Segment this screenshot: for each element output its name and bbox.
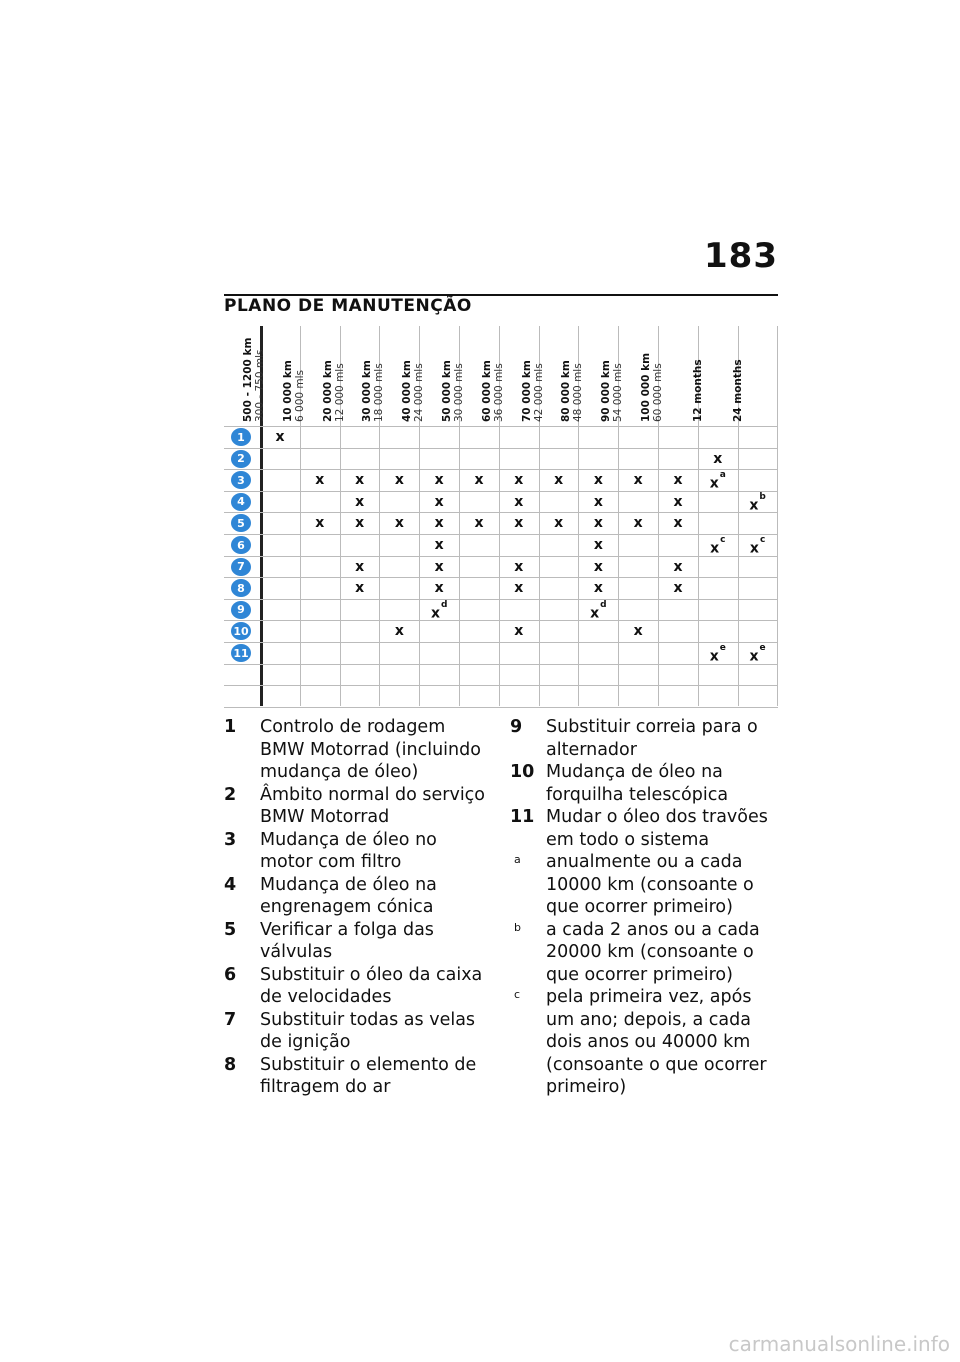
column-mls: 30 000 mls — [453, 363, 465, 422]
column-mls: 60 000 mls — [652, 363, 664, 422]
mark-x: x — [434, 558, 444, 575]
legend-text: Mudança de óleo no motor com filtro — [260, 829, 437, 872]
maintenance-mark — [419, 559, 459, 575]
mark-x: x — [590, 605, 600, 622]
maintenance-mark — [738, 537, 778, 557]
legend-text: a cada 2 anos ou a cada 20000 km (consoante o que ocorrer primeiro) — [546, 919, 760, 985]
legend-text: Mudar o óleo dos travões em todo o sistema — [546, 807, 768, 850]
legend-text: Mudança de óleo na engrenagem cónica — [260, 874, 437, 917]
mark-x: x — [554, 472, 564, 489]
mark-x: x — [394, 515, 404, 532]
section-title: PLANO DE MANUTENÇÃO — [224, 296, 472, 316]
maintenance-mark — [658, 580, 698, 596]
mark-x: x — [749, 497, 759, 514]
maintenance-mark — [419, 494, 459, 510]
mark-footnote: c — [720, 535, 726, 545]
legend-number: 6 — [224, 964, 237, 985]
legend-text: anualmente ou a cada 10000 km (consoante o que ocorrer primeiro) — [546, 852, 754, 917]
mark-x: x — [514, 493, 524, 510]
maintenance-mark — [379, 515, 419, 531]
legend-number: 10 — [510, 762, 535, 782]
column-header-label — [692, 322, 704, 424]
maintenance-mark — [459, 515, 499, 531]
legend-number: 3 — [224, 829, 237, 850]
maintenance-mark — [340, 580, 380, 596]
maintenance-mark — [618, 515, 658, 531]
legend-item — [510, 716, 780, 761]
maintenance-mark — [698, 537, 738, 557]
maintenance-mark — [340, 559, 380, 575]
grid-hline — [224, 426, 778, 427]
column-km: 70 000 km — [520, 360, 533, 422]
maintenance-mark — [698, 645, 738, 665]
column-header-label — [401, 322, 425, 424]
maintenance-mark — [340, 472, 380, 488]
maintenance-mark — [459, 472, 499, 488]
maintenance-mark — [499, 515, 539, 531]
row-number-badge: 4 — [231, 493, 251, 511]
maintenance-mark — [419, 537, 459, 553]
legend-number: c — [514, 988, 521, 1001]
legend-number: 2 — [224, 784, 237, 805]
mark-x: x — [709, 648, 719, 665]
legend-number: 4 — [224, 874, 237, 895]
legend-text: Mudança de óleo na forquilha telescópica — [546, 762, 729, 805]
legend-number: b — [514, 920, 521, 934]
column-header-label — [322, 322, 346, 424]
column-mls: 12 000 mls — [333, 363, 346, 422]
mark-x: x — [474, 472, 484, 489]
column-km: 90 000 km — [600, 360, 613, 422]
column-mls: 6 000 mls — [293, 369, 306, 422]
mark-footnote: a — [719, 470, 726, 481]
legend-item — [224, 1054, 488, 1099]
column-mls: 54 000 mls — [612, 363, 625, 422]
mark-x: x — [394, 623, 404, 640]
grid-hline — [224, 448, 778, 449]
column-header-label — [361, 322, 385, 424]
mark-footnote: b — [759, 491, 766, 502]
mark-x: x — [593, 558, 603, 575]
legend-text: Substituir o elemento de filtragem do ar — [260, 1054, 477, 1097]
mark-x: x — [673, 472, 683, 489]
maintenance-mark — [698, 472, 738, 492]
mark-x: x — [315, 515, 325, 532]
mark-x: x — [514, 580, 524, 597]
mark-x: x — [673, 580, 683, 597]
legend-item — [510, 851, 780, 919]
mark-x: x — [474, 515, 484, 532]
column-mls: 300 - 750 mls — [254, 349, 266, 422]
mark-footnote: c — [759, 535, 766, 545]
legend-item — [224, 829, 488, 874]
maintenance-mark — [419, 599, 459, 622]
column-header-label — [640, 322, 664, 424]
mark-x: x — [673, 515, 683, 532]
maintenance-mark — [419, 515, 459, 531]
mark-x: x — [514, 515, 524, 532]
maintenance-mark — [300, 515, 340, 531]
maintenance-mark — [379, 472, 419, 488]
maintenance-mark — [499, 494, 539, 510]
mark-x: x — [434, 515, 444, 532]
maintenance-mark — [379, 623, 419, 639]
row-number-badge: 1 — [231, 428, 251, 446]
mark-x: x — [554, 515, 564, 532]
mark-x: x — [275, 429, 285, 445]
column-header-label — [242, 322, 266, 424]
column-header-label — [282, 322, 306, 424]
maintenance-mark — [419, 580, 459, 596]
column-header-label — [521, 322, 545, 424]
mark-x: x — [633, 623, 643, 640]
mark-x: x — [434, 580, 444, 597]
maintenance-mark — [578, 599, 618, 622]
maintenance-mark — [618, 472, 658, 488]
legend-number: 8 — [224, 1054, 237, 1075]
column-mls: 24 000 mls — [413, 363, 426, 422]
row-number-badge: 9 — [231, 601, 251, 619]
grid-hline — [224, 664, 778, 665]
maintenance-mark — [658, 472, 698, 488]
mark-x: x — [593, 472, 603, 489]
mark-x: x — [710, 540, 720, 557]
mark-x: x — [593, 493, 603, 510]
row-number-badge: 2 — [231, 450, 251, 468]
column-mls: 36 000 mls — [492, 363, 505, 422]
row-number-badge: 7 — [231, 558, 251, 576]
mark-footnote: e — [719, 643, 726, 653]
maintenance-mark — [300, 472, 340, 488]
mark-x: x — [673, 493, 683, 510]
mark-x: x — [355, 580, 365, 597]
maintenance-mark — [499, 580, 539, 596]
maintenance-mark — [578, 472, 618, 488]
legend-item — [510, 919, 780, 987]
mark-x: x — [514, 472, 524, 489]
column-mls: 18 000 mls — [373, 363, 386, 422]
mark-x: x — [673, 558, 683, 575]
mark-x: x — [355, 515, 365, 532]
maintenance-mark — [499, 623, 539, 639]
column-km: 50 000 km — [441, 360, 453, 422]
mark-x: x — [749, 540, 759, 557]
legend-item — [510, 806, 780, 851]
legend-number: 11 — [510, 807, 535, 827]
mark-footnote: d — [440, 599, 448, 610]
row-number-badge: 6 — [231, 536, 251, 554]
column-km: 30 000 km — [361, 360, 374, 422]
legend-number: 5 — [224, 919, 237, 940]
row-number-badge: 8 — [231, 579, 251, 597]
mark-x: x — [355, 558, 365, 575]
mark-x: x — [514, 623, 524, 640]
maintenance-mark — [419, 472, 459, 488]
legend-number: 9 — [510, 717, 523, 737]
legend-text: Substituir todas as velas de ignição — [260, 1009, 476, 1052]
grid-hline — [224, 642, 778, 643]
mark-x: x — [633, 515, 643, 532]
column-header-label — [441, 322, 465, 424]
column-km: 60 000 km — [480, 360, 493, 422]
grid-hline — [224, 491, 778, 492]
legend-item — [224, 874, 488, 919]
maintenance-mark — [578, 559, 618, 575]
mark-footnote: e — [759, 643, 766, 653]
mark-x: x — [749, 648, 759, 665]
mark-x: x — [355, 472, 365, 489]
mark-x: x — [713, 450, 723, 467]
maintenance-mark — [340, 494, 380, 510]
legend-text: pela primeira vez, após um ano; depois, a cada dois anos ou 40000 km (consoante o que ocorrer primeiro) — [546, 987, 767, 1097]
mark-x: x — [430, 605, 440, 622]
watermark: carmanualsonline.info — [728, 1332, 950, 1356]
grid-hline — [224, 469, 778, 470]
mark-x: x — [593, 515, 603, 532]
grid-hline — [224, 512, 778, 513]
maintenance-mark — [618, 623, 658, 639]
column-km: 20 000 km — [321, 360, 334, 422]
legend-item — [510, 986, 780, 1099]
mark-footnote: d — [600, 599, 607, 610]
column-mls: 42 000 mls — [532, 363, 545, 422]
mark-x: x — [593, 580, 603, 597]
maintenance-mark — [738, 491, 778, 514]
grid-hline — [224, 577, 778, 578]
legend-number: 1 — [224, 717, 237, 737]
maintenance-mark — [698, 451, 738, 467]
grid-hline — [224, 707, 778, 708]
legend-item — [224, 919, 488, 964]
legend-left — [224, 716, 488, 1099]
mark-x: x — [434, 537, 444, 553]
legend-text: Substituir correia para o alternador — [546, 717, 758, 760]
column-header-label — [560, 322, 584, 424]
legend-item — [224, 784, 488, 829]
mark-x: x — [434, 493, 444, 510]
row-number-badge: 11 — [231, 644, 251, 662]
maintenance-mark — [539, 515, 579, 531]
mark-x: x — [593, 537, 603, 553]
maintenance-mark — [578, 580, 618, 596]
column-km: 12 months — [691, 359, 704, 422]
maintenance-mark — [499, 559, 539, 575]
legend-item — [510, 761, 780, 806]
maintenance-mark — [658, 494, 698, 510]
maintenance-mark — [738, 645, 778, 665]
grid-hline — [224, 556, 778, 557]
row-number-badge: 3 — [231, 471, 251, 489]
mark-x: x — [709, 475, 719, 492]
maintenance-mark — [499, 472, 539, 488]
column-km: 100 000 km — [640, 352, 652, 422]
column-km: 80 000 km — [560, 360, 573, 422]
column-header — [731, 326, 778, 426]
page-number: 183 — [704, 236, 778, 276]
maintenance-mark — [260, 429, 300, 445]
legend-text: Controlo de rodagem BMW Motorrad (incluindo mudança de óleo) — [260, 717, 481, 782]
mark-x: x — [315, 472, 325, 489]
column-header-label — [732, 322, 744, 424]
legend-right — [510, 716, 780, 1099]
maintenance-mark — [539, 472, 579, 488]
legend-text: Substituir o óleo da caixa de velocidades — [260, 964, 483, 1007]
maintenance-mark — [578, 537, 618, 553]
column-km: 40 000 km — [401, 360, 414, 422]
maintenance-mark — [578, 515, 618, 531]
legend-item — [224, 1009, 488, 1054]
maintenance-mark — [658, 559, 698, 575]
legend-number: a — [514, 853, 521, 866]
row-number-badge: 10 — [231, 622, 251, 640]
column-km: 500 - 1200 km — [242, 337, 254, 422]
column-header-label — [481, 322, 505, 424]
legend-text: Âmbito normal do serviço BMW Motorrad — [260, 784, 486, 827]
mark-x: x — [633, 472, 643, 489]
maintenance-mark — [578, 494, 618, 510]
maintenance-mark — [340, 515, 380, 531]
mark-x: x — [355, 493, 365, 510]
legend-number: 7 — [224, 1009, 237, 1030]
mark-x: x — [394, 472, 404, 489]
legend-item — [224, 964, 488, 1009]
grid-hline — [224, 685, 778, 686]
mark-x: x — [514, 558, 524, 575]
row-number-badge: 5 — [231, 514, 251, 532]
column-header-label — [600, 322, 624, 424]
maintenance-table — [224, 326, 778, 706]
grid-hline — [224, 534, 778, 535]
grid-hline — [224, 599, 778, 600]
column-km: 10 000 km — [281, 360, 294, 422]
column-mls: 48 000 mls — [572, 363, 585, 422]
legend-item — [224, 716, 488, 784]
grid-hline — [224, 620, 778, 621]
mark-x: x — [434, 472, 444, 489]
legend-text: Verificar a folga das válvulas — [260, 919, 434, 962]
maintenance-mark — [658, 515, 698, 531]
column-km: 24 months — [731, 359, 744, 422]
